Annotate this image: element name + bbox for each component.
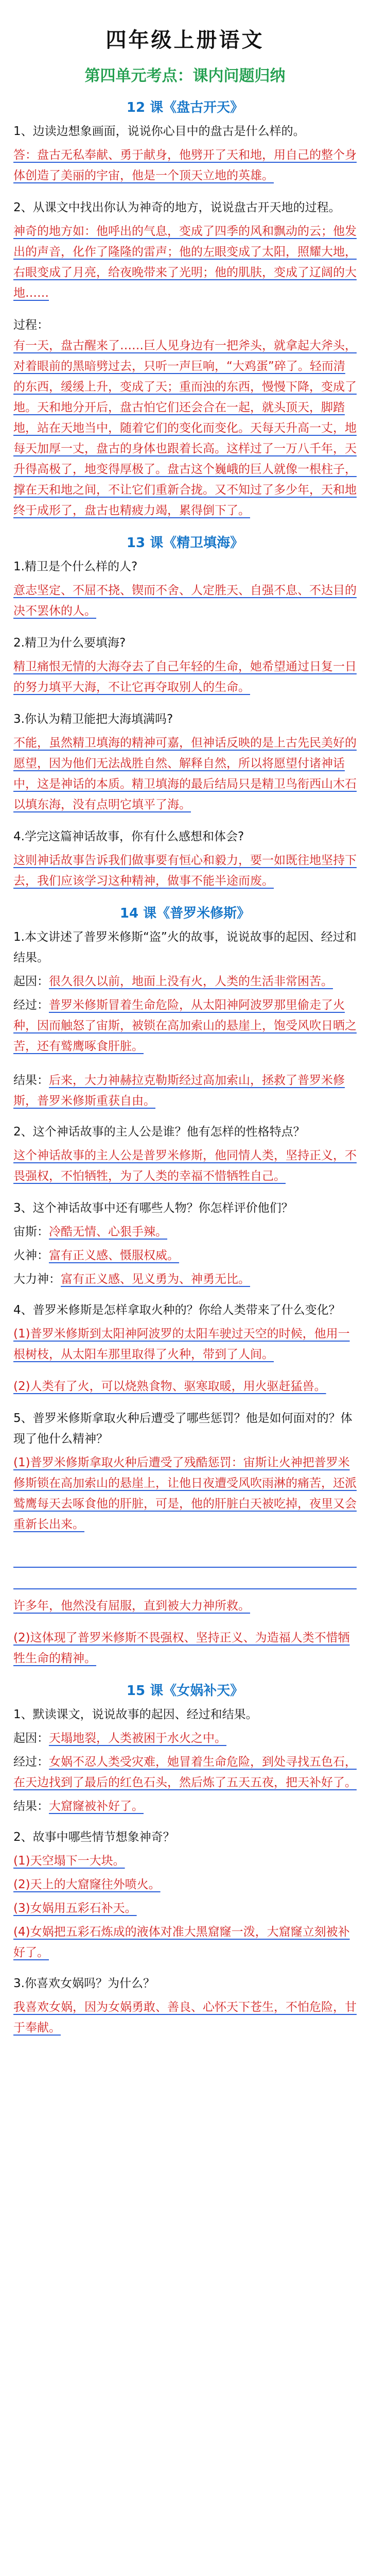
l15-a3 xyxy=(13,1997,357,2038)
l15-item-4-text: (4)女娲把五彩石炼成的液体对准大黑窟窿一泼，大窟窿立刻被补好了。 xyxy=(13,1925,350,1959)
l13-a1 xyxy=(13,580,357,621)
l14-a4-1-text: (1)普罗米修斯到太阳神阿波罗的太阳车驶过天空的时候，他用一根树枝，从太阳车那里取得了火种，带到了人间。 xyxy=(13,1327,350,1361)
l15-jieguo-value: 大窟窿被补好了。 xyxy=(49,1800,144,1813)
l14-q4: 4、普罗米修斯是怎样拿取火种的？你给人类带来了什么变化？ xyxy=(13,1303,341,1317)
l14-jingguo xyxy=(13,995,357,1057)
l14-q2: 2、这个神话故事的主人公是谁？他有怎样的性格特点？ xyxy=(13,1125,305,1139)
l13-q4: 4.学完这篇神话故事，你有什么感想和体会? xyxy=(13,830,244,843)
l14-a4-2-text: (2)人类有了火，可以烧熟食物、驱寒取暖，用火驱赶猛兽。 xyxy=(13,1380,326,1393)
l14-jieguo-label: 结果： xyxy=(13,1074,49,1087)
l15-jingguo xyxy=(13,1752,357,1793)
l15-item-3 xyxy=(13,1898,357,1919)
l15-q3: 3.你喜欢女娲吗？为什么？ xyxy=(13,1977,155,1990)
l12-a2-label: 过程： xyxy=(13,318,49,332)
l15-jingguo-label: 经过： xyxy=(13,1755,49,1769)
l12-q1: 1、边读边想象画面，说说你心目中的盘古是什么样的。 xyxy=(13,125,305,138)
l12-a2 xyxy=(13,221,357,303)
l15-jingguo-value: 女娲不忍人类受灾难，她冒着生命危险，到处寻找五色石，在天边找到了最后的红色石头，然后炼了五天五夜，把天补好了。 xyxy=(13,1755,357,1789)
l14-jingguo-value: 普罗米修斯冒着生命危险，从太阳神阿波罗那里偷走了火种，因而触怒了宙斯，被锁在高加索山的悬崖上，饱受风吹日晒之苦，还有鹫鹰啄食肝脏。 xyxy=(13,998,357,1053)
l14-zhouse-value: 冷酷无情、心狠手辣。 xyxy=(49,1225,167,1239)
l14-qiyin-value: 很久很久以前，地面上没有火，人类的生活非常困苦。 xyxy=(49,975,333,988)
l13-a3 xyxy=(13,733,357,815)
l13-a4-text: 这则神话故事告诉我们做事要有恒心和毅力，要一如既往地坚持下去，我们应该学习这种精神，做事不能半途而废。 xyxy=(13,854,357,888)
l13-a3-text: 不能，虽然精卫填海的精神可嘉，但神话反映的是上古先民美好的愿望，因为他们无法战胜自然、解释自然，所以将愿望付诸神话中，这是神话的本质。精卫填海的最后结局只是精卫鸟衔西山木石以填东海，没有点明它填平了海。 xyxy=(13,736,357,811)
l14-dalishen-label: 大力神： xyxy=(13,1273,61,1286)
l15-item-4 xyxy=(13,1922,357,1963)
l14-qiyin xyxy=(13,971,357,992)
l15-item-3-text: (3)女娲用五彩石补天。 xyxy=(13,1902,137,1915)
l12-a2-process xyxy=(13,315,357,521)
l14-a2 xyxy=(13,1145,357,1187)
l12-a2-part1: 神奇的地方如：他呼出的气息，变成了四季的风和飘动的云；他发出的声音，化作了隆隆的雷声；他的左眼变成了太阳，照耀大地，右眼变成了月亮，给夜晚带来了光明；他的肌肤，变成了辽阔的大地…… xyxy=(13,225,357,300)
l14-a5-1-text: (1)普罗米修斯拿取火种后遭受了残酷惩罚：宙斯让火神把普罗米修斯锁在高加索山的悬崖上，让他日夜遭受风吹雨淋的痛苦，还派鹫鹰每天去啄食他的肝脏，可是，他的肝脏白天被吃掉，夜里又会重新长出来。 xyxy=(13,1456,357,1531)
l15-q2: 2、故事中哪些情节想象神奇？ xyxy=(13,1831,175,1844)
l14-a2-text: 这个神话故事的主人公是普罗米修斯，他同情人类，坚持正义，不畏强权，不怕牺牲，为了人类的幸福不惜牺牲自己。 xyxy=(13,1149,357,1183)
l14-a5-1 xyxy=(13,1452,357,1535)
l14-a5-1-tail-text: 许多年，他然没有屈服，直到被大力神所救。 xyxy=(13,1599,250,1613)
l14-jieguo-value: 后来，大力神赫拉克勒斯经过高加索山，拯救了普罗米修斯，普罗米修斯重获自由。 xyxy=(13,1074,345,1108)
l15-qiyin-value: 天塌地裂，人类被困于水火之中。 xyxy=(49,1732,226,1745)
lesson-15-heading: 15 课《女娲补天》 xyxy=(126,1683,244,1699)
l15-a3-text: 我喜欢女娲，因为女娲勇敢、善良、心怀天下苍生，不怕危险，甘于奉献。 xyxy=(13,2001,357,2035)
lesson-12-heading: 12 课《盘古开天》 xyxy=(126,100,244,115)
l13-a2 xyxy=(13,656,357,698)
l14-q5: 5、普罗米修斯拿取火种后遭受了哪些惩罚？他是如何面对的？体现了他什么精神？ xyxy=(13,1412,353,1446)
l15-item-2-text: (2)天上的大窟窿往外喷火。 xyxy=(13,1878,161,1891)
l13-a1-text: 意志坚定、不屈不挠、锲而不舍、人定胜天、自强不息、不达目的决不罢休的人。 xyxy=(13,584,357,618)
l14-a5-2-text: (2)这体现了普罗米修斯不畏强权、坚持正义、为造福人类不惜牺牲生命的精神。 xyxy=(13,1631,350,1665)
l15-q1: 1、默读课文，说说故事的起因、经过和结果。 xyxy=(13,1708,258,1721)
l13-q1: 1.精卫是个什么样的人? xyxy=(13,560,138,573)
l15-qiyin xyxy=(13,1728,357,1749)
l15-jieguo xyxy=(13,1796,357,1817)
l13-a4 xyxy=(13,850,357,891)
l13-q3: 3.你认为精卫能把大海填满吗? xyxy=(13,713,173,726)
l14-dalishen xyxy=(13,1269,357,1290)
l14-jingguo-label: 经过： xyxy=(13,998,49,1012)
l14-zhouse xyxy=(13,1222,357,1242)
l14-qiyin-label: 起因： xyxy=(13,975,49,988)
l12-a2-part2: 有一天，盘古醒来了……巨人见身边有一把斧头，就拿起大斧头，对着眼前的黑暗劈过去，只听一声巨响，“大鸡蛋”碎了。轻而清的东西，缓缓上升，变成了天；重而浊的东西，慢慢下降，变成了地。天和地分开后，盘古怕它们还会合在一起，就头顶天，脚踏地，站在天地当中，随着它们的变化而变化。天每天升高一丈，地每天加厚一丈，盘古的身体也跟着长高。这样过了一万八千年，天升得高极了，地变得厚极了。盘古这个巍峨的巨人就像一根柱子，撑在天和地之间，不让它们重新合拢。又不知过了多少年，天和地终于成形了，盘古也精疲力竭，累得倒下了。 xyxy=(13,339,357,517)
l14-a5-2 xyxy=(13,1628,357,1669)
blank-line xyxy=(13,1546,357,1568)
lesson-14-heading: 14 课《普罗米修斯》 xyxy=(119,906,251,921)
l14-dalishen-value: 富有正义感、见义勇为、神勇无比。 xyxy=(61,1273,250,1286)
l14-q1: 1.本文讲述了普罗米修斯“盗”火的故事，说说故事的起因、经过和结果。 xyxy=(13,930,357,964)
unit-subtitle: 第四单元考点：课内问题归纳 xyxy=(84,67,286,85)
l14-a4-1 xyxy=(13,1324,357,1365)
l15-item-1 xyxy=(13,1851,357,1871)
l14-a5-1-tail xyxy=(13,1596,357,1616)
l13-a2-text: 精卫痛恨无情的大海夺去了自己年轻的生命，她希望通过日复一日的努力填平大海，不让它再夺取别人的生命。 xyxy=(13,660,357,694)
l14-huoshen-label: 火神： xyxy=(13,1249,49,1262)
l13-q2: 2.精卫为什么要填海? xyxy=(13,636,126,650)
l14-huoshen xyxy=(13,1245,357,1266)
lesson-13-heading: 13 课《精卫填海》 xyxy=(126,535,244,551)
l15-qiyin-label: 起因： xyxy=(13,1732,49,1745)
l12-q2: 2、从课文中找出你认为神奇的地方，说说盘古开天地的过程。 xyxy=(13,201,341,214)
l12-a1 xyxy=(13,145,357,186)
l14-zhouse-label: 宙斯： xyxy=(13,1225,49,1239)
l14-a4-2 xyxy=(13,1376,357,1397)
l15-item-1-text: (1)天空塌下一大块。 xyxy=(13,1854,125,1868)
page-title: 四年级上册语文 xyxy=(105,28,265,52)
l15-jieguo-label: 结果： xyxy=(13,1800,49,1813)
l14-huoshen-value: 富有正义感、慑服权威。 xyxy=(49,1249,179,1262)
l12-a1-text: 答：盘古无私奉献、勇于献身，他劈开了天和地，用自己的整个身体创造了美丽的宇宙，他是一个顶天立地的英雄。 xyxy=(13,148,357,182)
blank-line xyxy=(13,1568,357,1589)
l14-q3: 3、这个神话故事中还有哪些人物？你怎样评价他们？ xyxy=(13,1201,293,1215)
l15-item-2 xyxy=(13,1874,357,1895)
l14-jieguo xyxy=(13,1070,357,1111)
